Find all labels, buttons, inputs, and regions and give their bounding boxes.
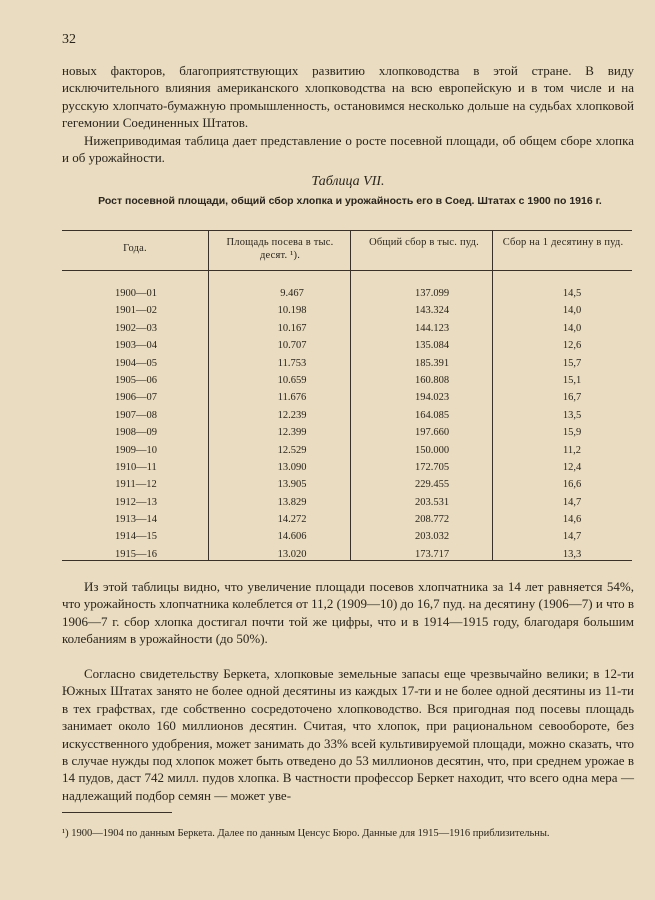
cell-yield: 16,6 bbox=[562, 479, 582, 491]
cell-area: 13.090 bbox=[277, 461, 307, 473]
cell-yield: 14,6 bbox=[562, 514, 582, 526]
table-header-year: Года. bbox=[123, 243, 147, 254]
table-header-yield: Сбор на 1 десятину в пуд. bbox=[502, 237, 624, 248]
cell-total: 229.455 bbox=[414, 479, 450, 491]
table-row bbox=[62, 302, 632, 319]
cell-year: 1914—15 bbox=[115, 531, 157, 543]
cell-yield: 15,1 bbox=[562, 374, 582, 386]
paragraph-berket-text: Согласно свидетельству Беркета, хлопковые земельные запасы еще чрезвычайно велики; в 12-ти Южных Штатах занято не более одной десятины из каждых 17-ти и не более одной десятины из 11-ти в тех графствах, где собственно сосредоточено хлопководство. Вся пригодная под посевы площадь занимает около 160 миллионов десятин. Считая, что хлопок, при рациональном севообороте, без искусственного удобрения, может занимать до 33% всей культивируемой площади, можно сказать, что в случае нужды под хлопок может быть отведено до 53 миллионов десятин, что, при среднем урожае в 14 пудов, даст 742 милл. пудов хлопка. В частности профессор Беркет находит, что всего одна мера — надлежащий подбор семян — может уве- bbox=[62, 666, 634, 803]
cell-area: 10.707 bbox=[277, 340, 307, 352]
cell-total: 203.032 bbox=[414, 531, 450, 543]
table-row bbox=[62, 285, 632, 302]
table-top-rule bbox=[62, 230, 632, 231]
cell-year: 1913—14 bbox=[115, 514, 157, 526]
cell-yield: 14,0 bbox=[562, 305, 582, 317]
cell-yield: 14,0 bbox=[562, 322, 582, 334]
cell-year: 1912—13 bbox=[115, 496, 157, 508]
paragraph-analysis bbox=[62, 578, 634, 648]
cell-year: 1901—02 bbox=[115, 305, 157, 317]
cell-area: 14.272 bbox=[277, 514, 307, 526]
cell-yield: 12,4 bbox=[562, 461, 582, 473]
table-row bbox=[62, 389, 632, 406]
cell-total: 203.531 bbox=[414, 496, 450, 508]
cell-total: 197.660 bbox=[414, 427, 450, 439]
paragraph-table-intro bbox=[62, 132, 634, 167]
cell-yield: 14,5 bbox=[562, 288, 582, 299]
paragraph-intro: новых факторов, благоприятствующих развитию хлопководства в этой стране. В виду исключительного влияния американского хлопководства на всю европейскую и в том числе и на русскую хлопчато-бумажную промышленность, остановимся несколько дольше на судьбах хлопковой гегемонии Соединенных Штатов. bbox=[62, 63, 634, 131]
table-row bbox=[62, 320, 632, 337]
cell-area: 10.198 bbox=[277, 305, 307, 317]
cell-year: 1911—12 bbox=[115, 479, 157, 491]
cell-yield: 14,7 bbox=[562, 496, 582, 508]
cell-year: 1907—08 bbox=[115, 409, 157, 421]
table-caption: Таблица VII. bbox=[311, 174, 385, 189]
table-row bbox=[62, 355, 632, 372]
cell-year: 1905—06 bbox=[115, 374, 157, 386]
cell-area: 12.529 bbox=[277, 444, 307, 456]
cell-yield: 13,3 bbox=[562, 548, 582, 560]
table-row bbox=[62, 546, 632, 563]
table-row bbox=[62, 372, 632, 389]
cell-year: 1910—11 bbox=[115, 461, 157, 473]
cell-yield: 14,7 bbox=[562, 531, 582, 543]
table-row bbox=[62, 442, 632, 459]
cell-total: 160.808 bbox=[414, 374, 450, 386]
cell-total: 172.705 bbox=[414, 461, 450, 473]
table-row bbox=[62, 494, 632, 511]
table-row bbox=[62, 476, 632, 493]
table-row bbox=[62, 337, 632, 354]
footnote: ¹) 1900—1904 по данным Беркета. Далее по данным Ценсус Бюро. Данные для 1915—1916 приблизительны. bbox=[62, 828, 550, 839]
cell-area: 11.753 bbox=[277, 357, 307, 369]
cell-area: 9.467 bbox=[280, 288, 304, 299]
table-body bbox=[62, 285, 632, 563]
cell-total: 173.717 bbox=[414, 548, 450, 560]
table-header-area: Площадь посева в тыс. десят. ¹). bbox=[226, 237, 334, 261]
data-table bbox=[62, 230, 632, 560]
cell-total: 185.391 bbox=[414, 357, 450, 369]
cell-area: 11.676 bbox=[277, 392, 307, 404]
cell-total: 208.772 bbox=[414, 514, 450, 526]
paragraph-analysis-text: Из этой таблицы видно, что увеличение площади посевов хлопчатника за 14 лет равняется 54%, что урожайность хлопчатника колеблется от 11,2 (1909—10) до 16,7 пуд. на десятину (1906—7) и что в 1906—7 г. сбор хлопка достигал почти той же цифры, что и в 1914—1915 году, благодаря большим колебаниям в урожайности (до 50%). bbox=[62, 579, 635, 647]
cell-area: 13.020 bbox=[277, 548, 307, 560]
cell-area: 10.167 bbox=[277, 322, 307, 334]
cell-total: 164.085 bbox=[414, 409, 450, 421]
cell-year: 1915—16 bbox=[115, 548, 157, 560]
footnote-rule bbox=[62, 812, 172, 813]
cell-total: 137.099 bbox=[414, 288, 450, 299]
table-row bbox=[62, 407, 632, 424]
cell-area: 12.239 bbox=[277, 409, 307, 421]
cell-yield: 13,5 bbox=[562, 409, 582, 421]
cell-year: 1906—07 bbox=[115, 392, 157, 404]
cell-total: 150.000 bbox=[414, 444, 450, 456]
cell-total: 144.123 bbox=[414, 322, 450, 334]
cell-year: 1904—05 bbox=[115, 357, 157, 369]
cell-area: 13.905 bbox=[277, 479, 307, 491]
cell-total: 194.023 bbox=[414, 392, 450, 404]
cell-yield: 11,2 bbox=[563, 444, 581, 456]
table-title: Рост посевной площади, общий сбор хлопка и урожайность его в Соед. Штатах с 1900 по 1916 г. bbox=[98, 195, 602, 207]
table-row bbox=[62, 459, 632, 476]
cell-yield: 15,7 bbox=[562, 357, 582, 369]
cell-total: 135.084 bbox=[414, 340, 450, 352]
cell-year: 1909—10 bbox=[115, 444, 157, 456]
cell-year: 1900—01 bbox=[115, 288, 157, 299]
cell-yield: 16,7 bbox=[562, 392, 582, 404]
cell-yield: 12,6 bbox=[562, 340, 582, 352]
cell-yield: 15,9 bbox=[562, 427, 582, 439]
paragraph-berket bbox=[62, 665, 634, 804]
cell-total: 143.324 bbox=[414, 305, 450, 317]
cell-area: 14.606 bbox=[277, 531, 307, 543]
cell-area: 13.829 bbox=[277, 496, 307, 508]
table-row bbox=[62, 511, 632, 528]
table-row bbox=[62, 528, 632, 545]
cell-area: 12.399 bbox=[277, 427, 307, 439]
cell-year: 1908—09 bbox=[115, 427, 157, 439]
cell-area: 10.659 bbox=[277, 374, 307, 386]
page-number: 32 bbox=[62, 32, 76, 47]
table-row bbox=[62, 424, 632, 441]
table-header-total: Общий сбор в тыс. пуд. bbox=[369, 237, 479, 248]
cell-year: 1903—04 bbox=[115, 340, 157, 352]
cell-year: 1902—03 bbox=[115, 322, 157, 334]
paragraph-table-intro-text: Нижеприводимая таблица дает представление о росте посевной площади, об общем сборе хлопка и об урожайности. bbox=[62, 133, 634, 166]
table-header-rule bbox=[62, 270, 632, 271]
